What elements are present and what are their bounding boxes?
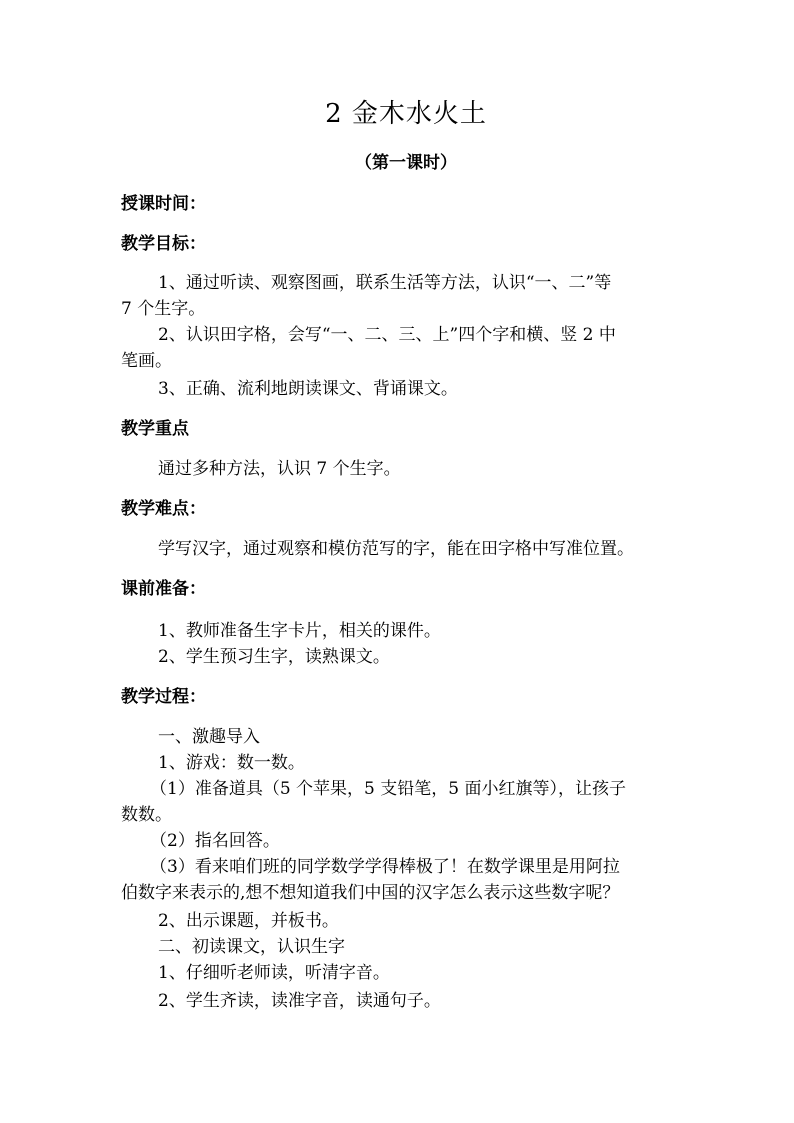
- goal-1-line-2: 7 个生字。: [121, 299, 206, 319]
- process-step-1-1c-line-1: （3）看来咱们班的同学数学学得棒极了！在数学课里是用阿拉: [150, 857, 620, 877]
- process-section-2: 二、初读课文，认识生字: [158, 937, 345, 957]
- heading-difficulty: 教学难点：: [121, 499, 206, 519]
- heading-prep: 课前准备：: [121, 579, 206, 599]
- process-step-1-1c-line-2: 伯数字来表示的,想不想知道我们中国的汉字怎么表示这些数字呢？: [121, 883, 620, 903]
- difficulty-line-1: 学写汉字，通过观察和模仿范写的字，能在田字格中写准位置。: [158, 539, 634, 559]
- prep-item-2: 2、学生预习生字，读熟课文。: [158, 647, 390, 667]
- heading-process: 教学过程：: [121, 687, 206, 707]
- prep-item-1: 1、教师准备生字卡片，相关的课件。: [158, 621, 441, 641]
- process-step-2-1: 1、仔细听老师读，听清字音。: [158, 963, 390, 983]
- process-section-1: 一、激趣导入: [158, 727, 260, 747]
- process-step-2-2: 2、学生齐读，读准字音，读通句子。: [158, 991, 441, 1011]
- process-step-1-1b: （2）指名回答。: [150, 831, 280, 851]
- process-step-1-1a-line-1: （1）准备道具（5 个苹果，5 支铅笔，5 面小红旗等），让孩子: [150, 779, 626, 799]
- goal-1-line-1: 1、通过听读、观察图画，联系生活等方法，认识“一、二”等: [158, 273, 612, 293]
- goal-2-line-2: 笔画。: [121, 351, 172, 371]
- process-step-1-2: 2、出示课题，并板书。: [158, 911, 339, 931]
- process-step-1-1a-line-2: 数数。: [121, 805, 172, 825]
- goal-3: 3、正确、流利地朗读课文、背诵课文。: [158, 379, 458, 399]
- page-subtitle: （第一课时）: [355, 153, 457, 173]
- heading-focus: 教学重点: [121, 419, 189, 439]
- process-step-1-1: 1、游戏：数一数。: [158, 753, 305, 773]
- goal-2-line-1: 2、认识田字格，会写“一、二、三、上”四个字和横、竖 2 中: [158, 325, 616, 345]
- focus-line-1: 通过多种方法，认识 7 个生字。: [158, 459, 401, 479]
- heading-goals: 教学目标：: [121, 234, 206, 254]
- heading-time: 授课时间：: [121, 194, 206, 214]
- page-title: 2 金木水火土: [325, 99, 487, 129]
